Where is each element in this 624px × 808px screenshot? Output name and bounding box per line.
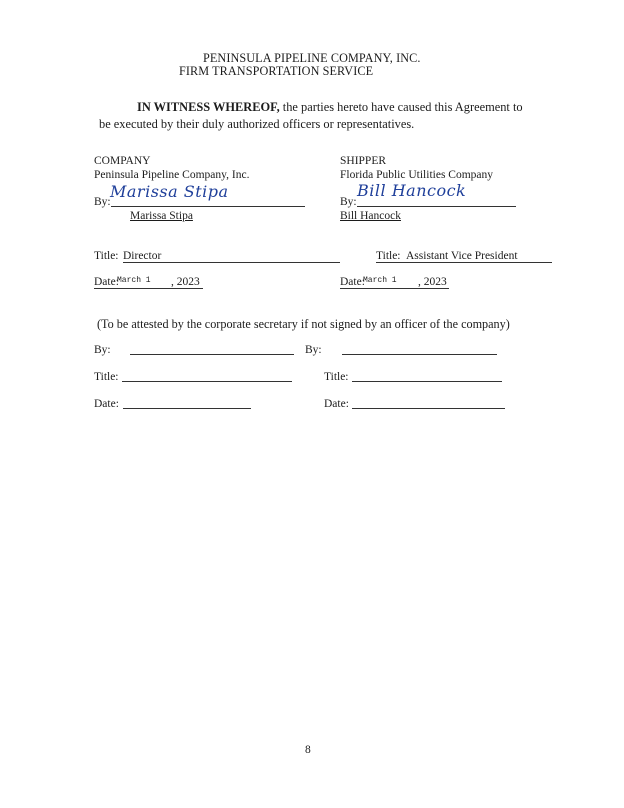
company-date-line: [94, 288, 203, 289]
shipper-signature-line: [357, 206, 516, 207]
shipper-name: Florida Public Utilities Company: [340, 169, 494, 181]
shipper-title-label: Title:: [376, 250, 401, 262]
page-number: 8: [305, 744, 311, 756]
company-printed-name: Marissa Stipa: [130, 210, 193, 222]
shipper-title-line: [376, 262, 552, 263]
witness-text: the parties hereto have caused this Agreement to: [279, 100, 523, 114]
company-date-label: Date:: [94, 276, 119, 288]
shipper-date-line: [340, 288, 449, 289]
company-date-year: , 2023: [171, 276, 200, 288]
company-title-value: Director: [123, 250, 162, 262]
document-title: PENINSULA PIPELINE COMPANY, INC.: [203, 51, 421, 65]
attest-right-by-label: By:: [305, 344, 322, 356]
company-name: Peninsula Pipeline Company, Inc.: [94, 169, 250, 181]
shipper-date-label: Date:: [340, 276, 365, 288]
shipper-date-value: March 1: [363, 276, 397, 285]
witness-lead: IN WITNESS WHEREOF,: [137, 100, 280, 114]
company-signature-line: [111, 206, 305, 207]
attest-left-title-label: Title:: [94, 371, 119, 383]
shipper-by-label: By:: [340, 196, 357, 208]
witness-paragraph-line2: be executed by their duly authorized officers or representatives.: [99, 117, 415, 131]
attest-left-by-line: [130, 354, 294, 355]
shipper-title-value: Assistant Vice President: [406, 250, 518, 262]
company-heading: COMPANY: [94, 155, 151, 167]
attest-right-date-label: Date:: [324, 398, 349, 410]
attest-left-date-line: [123, 408, 251, 409]
company-date-value: March 1: [117, 276, 151, 285]
document-subtitle: FIRM TRANSPORTATION SERVICE: [179, 64, 374, 78]
attest-left-by-label: By:: [94, 344, 111, 356]
shipper-signature: Bill Hancock: [357, 181, 467, 200]
shipper-heading: SHIPPER: [340, 155, 387, 167]
company-signature: Marissa Stipa: [110, 182, 229, 201]
shipper-date-year: , 2023: [418, 276, 447, 288]
attest-left-date-label: Date:: [94, 398, 119, 410]
attest-right-by-line: [342, 354, 497, 355]
witness-paragraph-line1: [137, 99, 523, 116]
attest-right-date-line: [352, 408, 505, 409]
shipper-printed-name: Bill Hancock: [340, 210, 401, 222]
company-title-label: Title:: [94, 250, 119, 262]
company-title-line: [123, 262, 340, 263]
company-by-label: By:: [94, 196, 111, 208]
attest-right-title-line: [352, 381, 502, 382]
attest-note: (To be attested by the corporate secretary if not signed by an officer of the company): [97, 317, 510, 331]
attest-right-title-label: Title:: [324, 371, 349, 383]
attest-left-title-line: [122, 381, 292, 382]
